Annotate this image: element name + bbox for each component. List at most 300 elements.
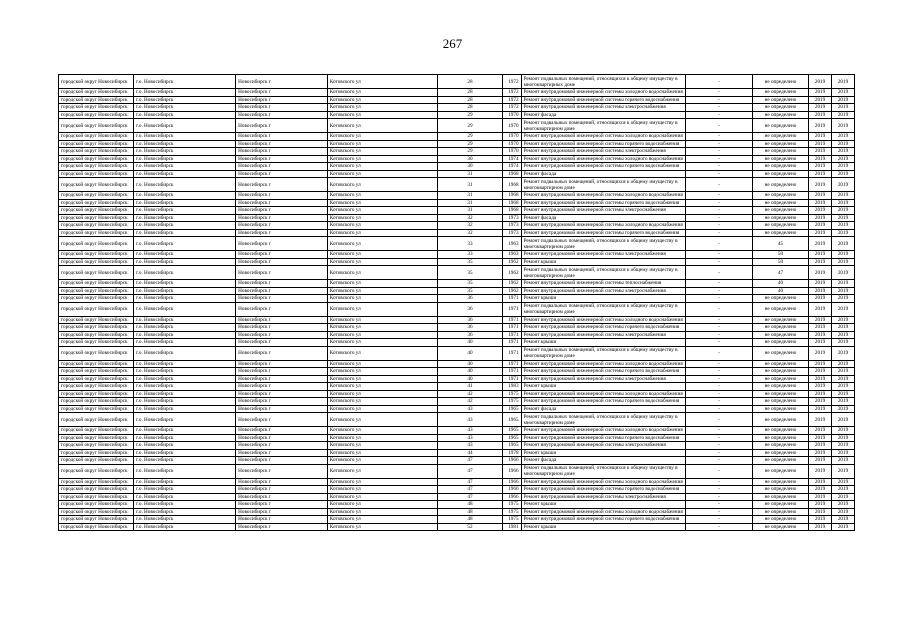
cell-work-type: Ремонт внутридомовой инженерной системы горячего водоснабжения bbox=[521, 516, 686, 524]
cell-city: Новосибирск г bbox=[236, 222, 328, 230]
table-row bbox=[59, 324, 855, 332]
cell-wear: не определено bbox=[752, 360, 808, 368]
cell-year-start: 2019 bbox=[809, 413, 832, 427]
cell-wear: не определено bbox=[752, 316, 808, 324]
cell-work-type: Ремонт внутридомовой инженерной системы электроснабжения bbox=[521, 207, 686, 215]
cell-house-number: 52 bbox=[438, 523, 503, 531]
cell-settlement: г.о. Новосибирск bbox=[134, 449, 236, 457]
cell-year-end: 2019 bbox=[832, 360, 855, 368]
cell-house-number: 47 bbox=[438, 457, 503, 465]
cell-municipality: городской округ Новосибирск bbox=[59, 104, 134, 112]
cell-wear: не определено bbox=[752, 324, 808, 332]
table-row bbox=[59, 192, 855, 200]
cell-year-start: 2019 bbox=[809, 398, 832, 406]
cell-street: Котовского ул bbox=[327, 295, 437, 303]
cell-wear: не определено bbox=[752, 148, 808, 156]
cell-work-type: Ремонт внутридомовой инженерной системы горячего водоснабжения bbox=[521, 140, 686, 148]
cell-wear: не определено bbox=[752, 222, 808, 230]
cell-street: Котовского ул bbox=[327, 119, 437, 133]
cell-street: Котовского ул bbox=[327, 96, 437, 104]
cell-year-end: 2019 bbox=[832, 457, 855, 465]
cell-year-start: 2019 bbox=[809, 383, 832, 391]
cell-house-number: 31 bbox=[438, 170, 503, 178]
cell-year-start: 2019 bbox=[809, 434, 832, 442]
cell-year-end: 2019 bbox=[832, 434, 855, 442]
cell-wear: не определено bbox=[752, 383, 808, 391]
cell-settlement: г.о. Новосибирск bbox=[134, 119, 236, 133]
cell-dash: - bbox=[686, 155, 753, 163]
cell-dash: - bbox=[686, 199, 753, 207]
table-body bbox=[59, 75, 855, 531]
cell-year-start: 2019 bbox=[809, 207, 832, 215]
cell-settlement: г.о. Новосибирск bbox=[134, 266, 236, 280]
cell-city: Новосибирск г bbox=[236, 163, 328, 171]
table-row bbox=[59, 178, 855, 192]
cell-dash: - bbox=[686, 508, 753, 516]
cell-house-number: 28 bbox=[438, 89, 503, 97]
cell-dash: - bbox=[686, 148, 753, 156]
cell-house-number: 47 bbox=[438, 464, 503, 478]
cell-street: Котовского ул bbox=[327, 449, 437, 457]
cell-settlement: г.о. Новосибирск bbox=[134, 148, 236, 156]
cell-house-number: 31 bbox=[438, 199, 503, 207]
cell-settlement: г.о. Новосибирск bbox=[134, 413, 236, 427]
cell-street: Котовского ул bbox=[327, 207, 437, 215]
cell-settlement: г.о. Новосибирск bbox=[134, 383, 236, 391]
cell-street: Котовского ул bbox=[327, 302, 437, 316]
cell-city: Новосибирск г bbox=[236, 258, 328, 266]
cell-year-end: 2019 bbox=[832, 280, 855, 288]
table-row bbox=[59, 398, 855, 406]
table-row bbox=[59, 163, 855, 171]
cell-dash: - bbox=[686, 360, 753, 368]
cell-street: Котовского ул bbox=[327, 199, 437, 207]
cell-year-start: 2019 bbox=[809, 442, 832, 450]
cell-dash: - bbox=[686, 229, 753, 237]
table-row bbox=[59, 427, 855, 435]
cell-work-type: Ремонт внутридомовой инженерной системы холодного водоснабжения bbox=[521, 192, 686, 200]
cell-year-built: 1975 bbox=[502, 390, 521, 398]
cell-street: Котовского ул bbox=[327, 398, 437, 406]
cell-year-built: 1966 bbox=[502, 493, 521, 501]
cell-year-built: 1962 bbox=[502, 287, 521, 295]
cell-year-start: 2019 bbox=[809, 405, 832, 413]
cell-house-number: 43 bbox=[438, 442, 503, 450]
cell-city: Новосибирск г bbox=[236, 486, 328, 494]
cell-year-end: 2019 bbox=[832, 390, 855, 398]
cell-house-number: 33 bbox=[438, 251, 503, 259]
cell-city: Новосибирск г bbox=[236, 523, 328, 531]
cell-year-start: 2019 bbox=[809, 251, 832, 259]
cell-dash: - bbox=[686, 237, 753, 251]
cell-year-start: 2019 bbox=[809, 229, 832, 237]
cell-street: Котовского ул bbox=[327, 360, 437, 368]
cell-dash: - bbox=[686, 258, 753, 266]
cell-work-type: Ремонт фасада bbox=[521, 457, 686, 465]
cell-municipality: городской округ Новосибирск bbox=[59, 442, 134, 450]
cell-city: Новосибирск г bbox=[236, 89, 328, 97]
cell-wear: 45 bbox=[752, 237, 808, 251]
cell-street: Котовского ул bbox=[327, 140, 437, 148]
cell-settlement: г.о. Новосибирск bbox=[134, 464, 236, 478]
cell-city: Новосибирск г bbox=[236, 75, 328, 89]
cell-year-built: 1970 bbox=[502, 119, 521, 133]
cell-work-type: Ремонт внутридомовой инженерной системы электроснабжения bbox=[521, 148, 686, 156]
cell-municipality: городской округ Новосибирск bbox=[59, 140, 134, 148]
cell-city: Новосибирск г bbox=[236, 457, 328, 465]
cell-year-start: 2019 bbox=[809, 457, 832, 465]
cell-work-type: Ремонт внутридомовой инженерной системы холодного водоснабжения bbox=[521, 89, 686, 97]
cell-year-end: 2019 bbox=[832, 413, 855, 427]
cell-house-number: 31 bbox=[438, 192, 503, 200]
cell-house-number: 36 bbox=[438, 295, 503, 303]
cell-wear: не определено bbox=[752, 442, 808, 450]
table-row bbox=[59, 501, 855, 509]
cell-work-type: Ремонт подвальных помещений, относящихся к общему имуществу в многоквартирных доме bbox=[521, 75, 686, 89]
cell-street: Котовского ул bbox=[327, 155, 437, 163]
cell-city: Новосибирск г bbox=[236, 478, 328, 486]
cell-municipality: городской округ Новосибирск bbox=[59, 493, 134, 501]
cell-year-built: 1975 bbox=[502, 398, 521, 406]
cell-dash: - bbox=[686, 96, 753, 104]
cell-dash: - bbox=[686, 457, 753, 465]
cell-year-built: 1972 bbox=[502, 89, 521, 97]
cell-house-number: 47 bbox=[438, 486, 503, 494]
cell-city: Новосибирск г bbox=[236, 111, 328, 119]
cell-year-start: 2019 bbox=[809, 486, 832, 494]
table-row bbox=[59, 229, 855, 237]
cell-wear: не определено bbox=[752, 457, 808, 465]
cell-year-end: 2019 bbox=[832, 89, 855, 97]
cell-year-end: 2019 bbox=[832, 170, 855, 178]
cell-work-type: Ремонт внутридомовой инженерной системы холодного водоснабжения bbox=[521, 222, 686, 230]
cell-house-number: 29 bbox=[438, 140, 503, 148]
cell-year-start: 2019 bbox=[809, 346, 832, 360]
cell-wear: не определено bbox=[752, 178, 808, 192]
cell-city: Новосибирск г bbox=[236, 266, 328, 280]
cell-municipality: городской округ Новосибирск bbox=[59, 148, 134, 156]
table-row bbox=[59, 375, 855, 383]
cell-dash: - bbox=[686, 119, 753, 133]
cell-municipality: городской округ Новосибирск bbox=[59, 427, 134, 435]
cell-dash: - bbox=[686, 375, 753, 383]
cell-street: Котовского ул bbox=[327, 442, 437, 450]
cell-year-start: 2019 bbox=[809, 163, 832, 171]
cell-settlement: г.о. Новосибирск bbox=[134, 222, 236, 230]
cell-year-built: 1971 bbox=[502, 368, 521, 376]
cell-house-number: 32 bbox=[438, 214, 503, 222]
cell-house-number: 30 bbox=[438, 155, 503, 163]
cell-street: Котовского ул bbox=[327, 222, 437, 230]
cell-city: Новосибирск г bbox=[236, 434, 328, 442]
cell-street: Котовского ул bbox=[327, 390, 437, 398]
cell-settlement: г.о. Новосибирск bbox=[134, 111, 236, 119]
cell-year-built: 1971 bbox=[502, 339, 521, 347]
cell-house-number: 28 bbox=[438, 75, 503, 89]
cell-city: Новосибирск г bbox=[236, 295, 328, 303]
cell-municipality: городской округ Новосибирск bbox=[59, 222, 134, 230]
cell-dash: - bbox=[686, 331, 753, 339]
cell-work-type: Ремонт внутридомовой инженерной системы холодного водоснабжения bbox=[521, 427, 686, 435]
cell-municipality: городской округ Новосибирск bbox=[59, 346, 134, 360]
cell-wear: не определено bbox=[752, 501, 808, 509]
cell-year-end: 2019 bbox=[832, 237, 855, 251]
table-row bbox=[59, 199, 855, 207]
cell-dash: - bbox=[686, 222, 753, 230]
cell-street: Котовского ул bbox=[327, 486, 437, 494]
cell-year-end: 2019 bbox=[832, 192, 855, 200]
table-row bbox=[59, 390, 855, 398]
cell-year-end: 2019 bbox=[832, 133, 855, 141]
cell-street: Котовского ул bbox=[327, 464, 437, 478]
cell-wear: не определено bbox=[752, 214, 808, 222]
cell-street: Котовского ул bbox=[327, 368, 437, 376]
cell-settlement: г.о. Новосибирск bbox=[134, 178, 236, 192]
cell-year-start: 2019 bbox=[809, 449, 832, 457]
cell-year-start: 2019 bbox=[809, 148, 832, 156]
cell-year-start: 2019 bbox=[809, 178, 832, 192]
cell-wear: 47 bbox=[752, 266, 808, 280]
cell-city: Новосибирск г bbox=[236, 405, 328, 413]
cell-street: Котовского ул bbox=[327, 523, 437, 531]
cell-wear: не определено bbox=[752, 295, 808, 303]
cell-city: Новосибирск г bbox=[236, 508, 328, 516]
cell-wear: не определено bbox=[752, 434, 808, 442]
cell-year-start: 2019 bbox=[809, 478, 832, 486]
cell-year-start: 2019 bbox=[809, 390, 832, 398]
cell-year-start: 2019 bbox=[809, 501, 832, 509]
cell-work-type: Ремонт внутридомовой инженерной системы холодного водоснабжения bbox=[521, 508, 686, 516]
cell-year-built: 1966 bbox=[502, 464, 521, 478]
cell-year-start: 2019 bbox=[809, 266, 832, 280]
cell-street: Котовского ул bbox=[327, 229, 437, 237]
cell-year-built: 1965 bbox=[502, 413, 521, 427]
cell-year-start: 2019 bbox=[809, 280, 832, 288]
cell-city: Новосибирск г bbox=[236, 390, 328, 398]
table-row bbox=[59, 96, 855, 104]
cell-year-end: 2019 bbox=[832, 339, 855, 347]
cell-wear: не определено bbox=[752, 163, 808, 171]
cell-settlement: г.о. Новосибирск bbox=[134, 360, 236, 368]
cell-street: Котовского ул bbox=[327, 457, 437, 465]
cell-municipality: городской округ Новосибирск bbox=[59, 339, 134, 347]
cell-settlement: г.о. Новосибирск bbox=[134, 96, 236, 104]
cell-year-start: 2019 bbox=[809, 133, 832, 141]
cell-work-type: Ремонт внутридомовой инженерной системы электроснабжения bbox=[521, 287, 686, 295]
cell-municipality: городской округ Новосибирск bbox=[59, 89, 134, 97]
cell-house-number: 36 bbox=[438, 316, 503, 324]
cell-house-number: 48 bbox=[438, 501, 503, 509]
cell-year-start: 2019 bbox=[809, 523, 832, 531]
cell-work-type: Ремонт внутридомовой инженерной системы электроснабжения bbox=[521, 331, 686, 339]
cell-municipality: городской округ Новосибирск bbox=[59, 508, 134, 516]
cell-street: Котовского ул bbox=[327, 339, 437, 347]
cell-house-number: 42 bbox=[438, 390, 503, 398]
table-row bbox=[59, 508, 855, 516]
cell-city: Новосибирск г bbox=[236, 324, 328, 332]
cell-settlement: г.о. Новосибирск bbox=[134, 442, 236, 450]
cell-house-number: 44 bbox=[438, 449, 503, 457]
cell-house-number: 32 bbox=[438, 229, 503, 237]
cell-work-type: Ремонт подвальных помещений, относящихся к общему имуществу в многоквартирном доме bbox=[521, 237, 686, 251]
cell-settlement: г.о. Новосибирск bbox=[134, 251, 236, 259]
cell-year-end: 2019 bbox=[832, 508, 855, 516]
cell-municipality: городской округ Новосибирск bbox=[59, 413, 134, 427]
cell-settlement: г.о. Новосибирск bbox=[134, 501, 236, 509]
table-row bbox=[59, 516, 855, 524]
cell-settlement: г.о. Новосибирск bbox=[134, 199, 236, 207]
cell-house-number: 43 bbox=[438, 434, 503, 442]
cell-work-type: Ремонт крыши bbox=[521, 449, 686, 457]
cell-house-number: 31 bbox=[438, 207, 503, 215]
cell-street: Котовского ул bbox=[327, 427, 437, 435]
cell-settlement: г.о. Новосибирск bbox=[134, 516, 236, 524]
cell-work-type: Ремонт внутридомовой инженерной системы холодного водоснабжения bbox=[521, 316, 686, 324]
table-row bbox=[59, 331, 855, 339]
page-number: 267 bbox=[442, 36, 463, 51]
cell-year-end: 2019 bbox=[832, 96, 855, 104]
cell-settlement: г.о. Новосибирск bbox=[134, 427, 236, 435]
cell-year-end: 2019 bbox=[832, 302, 855, 316]
cell-street: Котовского ул bbox=[327, 148, 437, 156]
cell-wear: не определено bbox=[752, 405, 808, 413]
cell-municipality: городской округ Новосибирск bbox=[59, 478, 134, 486]
cell-municipality: городской округ Новосибирск bbox=[59, 383, 134, 391]
cell-municipality: городской округ Новосибирск bbox=[59, 464, 134, 478]
cell-wear: не определено bbox=[752, 229, 808, 237]
cell-city: Новосибирск г bbox=[236, 375, 328, 383]
cell-work-type: Ремонт крыши bbox=[521, 295, 686, 303]
cell-settlement: г.о. Новосибирск bbox=[134, 207, 236, 215]
cell-city: Новосибирск г bbox=[236, 119, 328, 133]
cell-settlement: г.о. Новосибирск bbox=[134, 434, 236, 442]
cell-street: Котовского ул bbox=[327, 331, 437, 339]
cell-year-start: 2019 bbox=[809, 375, 832, 383]
cell-work-type: Ремонт внутридомовой инженерной системы теплоснабжения bbox=[521, 280, 686, 288]
cell-year-end: 2019 bbox=[832, 119, 855, 133]
cell-year-built: 1974 bbox=[502, 155, 521, 163]
cell-street: Котовского ул bbox=[327, 493, 437, 501]
cell-street: Котовского ул bbox=[327, 111, 437, 119]
cell-city: Новосибирск г bbox=[236, 501, 328, 509]
table-row bbox=[59, 295, 855, 303]
cell-city: Новосибирск г bbox=[236, 140, 328, 148]
cell-municipality: городской округ Новосибирск bbox=[59, 486, 134, 494]
cell-street: Котовского ул bbox=[327, 383, 437, 391]
cell-settlement: г.о. Новосибирск bbox=[134, 104, 236, 112]
cell-year-end: 2019 bbox=[832, 464, 855, 478]
cell-street: Котовского ул bbox=[327, 478, 437, 486]
cell-settlement: г.о. Новосибирск bbox=[134, 486, 236, 494]
cell-year-end: 2019 bbox=[832, 383, 855, 391]
table-row bbox=[59, 339, 855, 347]
cell-year-end: 2019 bbox=[832, 442, 855, 450]
cell-city: Новосибирск г bbox=[236, 133, 328, 141]
cell-year-end: 2019 bbox=[832, 287, 855, 295]
cell-house-number: 48 bbox=[438, 516, 503, 524]
cell-dash: - bbox=[686, 133, 753, 141]
cell-municipality: городской округ Новосибирск bbox=[59, 287, 134, 295]
cell-settlement: г.о. Новосибирск bbox=[134, 324, 236, 332]
cell-work-type: Ремонт подвальных помещений, относящихся к общему имуществу в многоквартирном доме bbox=[521, 178, 686, 192]
cell-street: Котовского ул bbox=[327, 104, 437, 112]
cell-street: Котовского ул bbox=[327, 170, 437, 178]
cell-wear: не определено bbox=[752, 449, 808, 457]
cell-work-type: Ремонт внутридомовой инженерной системы горячего водоснабжения bbox=[521, 96, 686, 104]
cell-dash: - bbox=[686, 251, 753, 259]
cell-settlement: г.о. Новосибирск bbox=[134, 133, 236, 141]
cell-street: Котовского ул bbox=[327, 258, 437, 266]
table-row bbox=[59, 75, 855, 89]
cell-settlement: г.о. Новосибирск bbox=[134, 368, 236, 376]
table-row bbox=[59, 148, 855, 156]
cell-year-end: 2019 bbox=[832, 486, 855, 494]
cell-dash: - bbox=[686, 111, 753, 119]
cell-dash: - bbox=[686, 324, 753, 332]
cell-year-end: 2019 bbox=[832, 501, 855, 509]
cell-house-number: 31 bbox=[438, 178, 503, 192]
cell-municipality: городской округ Новосибирск bbox=[59, 199, 134, 207]
cell-municipality: городской округ Новосибирск bbox=[59, 280, 134, 288]
cell-dash: - bbox=[686, 398, 753, 406]
cell-year-end: 2019 bbox=[832, 148, 855, 156]
cell-municipality: городской округ Новосибирск bbox=[59, 229, 134, 237]
cell-work-type: Ремонт крыши bbox=[521, 258, 686, 266]
cell-house-number: 30 bbox=[438, 163, 503, 171]
cell-year-start: 2019 bbox=[809, 331, 832, 339]
cell-city: Новосибирск г bbox=[236, 346, 328, 360]
cell-year-end: 2019 bbox=[832, 214, 855, 222]
cell-dash: - bbox=[686, 280, 753, 288]
cell-house-number: 29 bbox=[438, 111, 503, 119]
cell-street: Котовского ул bbox=[327, 346, 437, 360]
cell-year-end: 2019 bbox=[832, 295, 855, 303]
cell-city: Новосибирск г bbox=[236, 449, 328, 457]
cell-settlement: г.о. Новосибирск bbox=[134, 287, 236, 295]
cell-dash: - bbox=[686, 390, 753, 398]
cell-wear: 50 bbox=[752, 251, 808, 259]
cell-year-built: 1972 bbox=[502, 75, 521, 89]
cell-work-type: Ремонт фасада bbox=[521, 170, 686, 178]
cell-year-built: 1978 bbox=[502, 449, 521, 457]
table-row bbox=[59, 111, 855, 119]
cell-dash: - bbox=[686, 434, 753, 442]
cell-year-built: 1965 bbox=[502, 427, 521, 435]
cell-city: Новосибирск г bbox=[236, 178, 328, 192]
cell-dash: - bbox=[686, 214, 753, 222]
cell-street: Котовского ул bbox=[327, 178, 437, 192]
cell-street: Котовского ул bbox=[327, 192, 437, 200]
cell-year-built: 1974 bbox=[502, 163, 521, 171]
cell-work-type: Ремонт крыши bbox=[521, 501, 686, 509]
cell-street: Котовского ул bbox=[327, 251, 437, 259]
cell-work-type: Ремонт подвальных помещений, относящихся к общему имуществу в многоквартирном доме bbox=[521, 119, 686, 133]
cell-year-built: 1965 bbox=[502, 442, 521, 450]
cell-municipality: городской округ Новосибирск bbox=[59, 133, 134, 141]
cell-city: Новосибирск г bbox=[236, 214, 328, 222]
cell-wear: не определено bbox=[752, 478, 808, 486]
cell-dash: - bbox=[686, 405, 753, 413]
cell-year-built: 1971 bbox=[502, 375, 521, 383]
cell-settlement: г.о. Новосибирск bbox=[134, 339, 236, 347]
cell-settlement: г.о. Новосибирск bbox=[134, 457, 236, 465]
cell-settlement: г.о. Новосибирск bbox=[134, 390, 236, 398]
cell-year-start: 2019 bbox=[809, 258, 832, 266]
cell-house-number: 41 bbox=[438, 383, 503, 391]
cell-wear: 40 bbox=[752, 280, 808, 288]
cell-work-type: Ремонт крыши bbox=[521, 523, 686, 531]
cell-work-type: Ремонт внутридомовой инженерной системы горячего водоснабжения bbox=[521, 229, 686, 237]
